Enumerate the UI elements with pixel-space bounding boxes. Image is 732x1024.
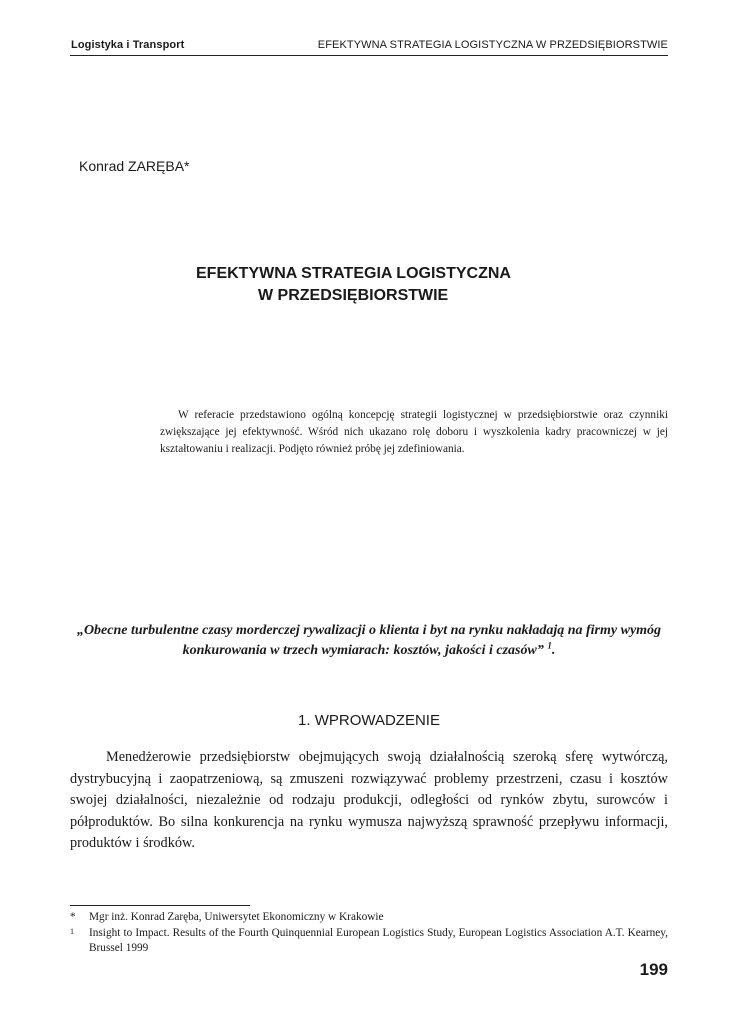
- intro-paragraph: Menedżerowie przedsiębiorstw obejmujących swoją działalnością szeroką sferę wytwórczą, dystrybucyjną i zaopatrzeniową, są zmuszeni rozwiązywać problemy przestrzeni, czasu i kosztów swojej działalności, niezależnie od rodzaju produkcji, odległości od rynków zbytu, surowców i półproduktów. Bo silna konkurencja na rynku wymusza najwyższą sprawność przepływu informacji, produktów i środków.: [70, 749, 668, 851]
- footnote-text: Insight to Impact. Results of the Fourth Quinquennial European Logistics Study, European Logistics Association A.T. Kearney, Brussel 1999: [89, 926, 668, 954]
- footnote-marker: *: [70, 911, 76, 923]
- journal-name: Logistyka i Transport: [71, 39, 185, 51]
- footnote-1: [70, 926, 668, 957]
- footnote-author: [70, 910, 668, 926]
- footnotes: [70, 910, 668, 957]
- section-heading: 1. WPROWADZENIE: [298, 712, 440, 729]
- motto-text: „Obecne turbulentne czasy morderczej rywalizacji o klienta i byt na rynku nakładają na firmy wymóg konkurowania w trzech wymiarach: kosztów, jakości i czasów”: [76, 623, 662, 658]
- footnote-rule: [70, 905, 250, 906]
- footnote-text: Mgr inż. Konrad Zaręba, Uniwersytet Ekonomiczny w Krakowie: [89, 911, 384, 923]
- author-name: Konrad ZARĘBA*: [79, 158, 190, 174]
- motto-footnote-ref: 1: [547, 640, 552, 651]
- motto-end: .: [551, 643, 556, 658]
- page-number: 199: [639, 960, 668, 979]
- motto-quote: [70, 621, 668, 661]
- abstract: W referacie przedstawiono ogólną koncepcję strategii logistycznej w przedsiębiorstwie oraz czynniki zwiększające jej efektywność. Wśród nich ukazano rolę doboru i wyszkolenia kadry pracowniczej w jej kształtowaniu i realizacji. Podjęto również próbę jej zdefiniowania.: [160, 409, 668, 455]
- header-rule: [70, 55, 668, 56]
- article-title-line-1: EFEKTYWNA STRATEGIA LOGISTYCZNA: [196, 265, 511, 282]
- article-title: [196, 263, 511, 307]
- running-title: EFEKTYWNA STRATEGIA LOGISTYCZNA W PRZEDSIĘBIORSTWIE: [317, 39, 668, 51]
- article-title-line-2: W PRZEDSIĘBIORSTWIE: [258, 287, 449, 304]
- footnote-marker: 1: [70, 926, 74, 936]
